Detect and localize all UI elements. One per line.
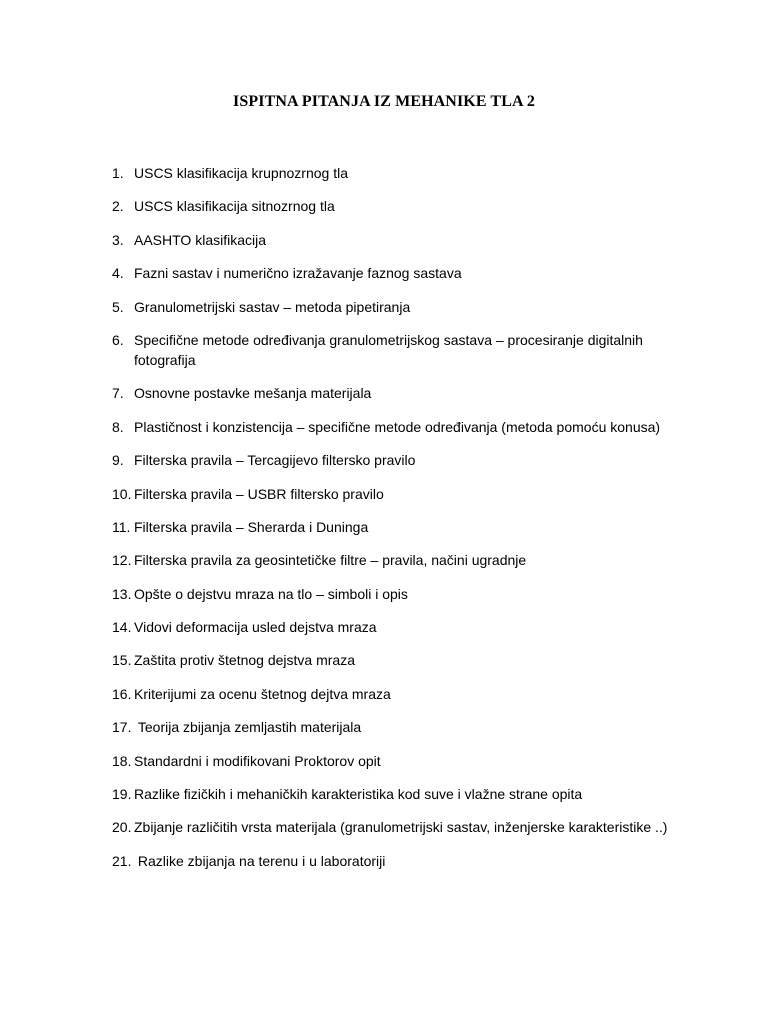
question-text: Fazni sastav i numerično izražavanje faznog sastava: [134, 265, 462, 282]
question-number: 6.: [112, 331, 124, 348]
question-item: [112, 550, 672, 570]
question-number: 20.: [112, 819, 132, 836]
question-number: 5.: [112, 298, 124, 315]
question-text: Filterska pravila – Sherarda i Duninga: [134, 518, 369, 535]
question-number: 17.: [112, 719, 132, 736]
question-item: [112, 650, 672, 670]
question-text: Standardni i modifikovani Proktorov opit: [134, 752, 381, 769]
question-number: 11.: [112, 518, 131, 535]
question-number: 1.: [112, 165, 124, 181]
question-number: 14.: [112, 619, 132, 636]
question-item: [112, 450, 672, 470]
question-number: 12.: [112, 552, 132, 569]
question-number: 9.: [112, 452, 124, 469]
question-item: [112, 784, 672, 804]
question-item: [112, 751, 672, 771]
question-number: 4.: [112, 265, 124, 282]
question-item: [112, 517, 672, 537]
question-text: Razlike fizičkih i mehaničkih karakteristika kod suve i vlažne strane opita: [134, 786, 583, 803]
question-number: 13.: [112, 585, 132, 602]
question-item: [112, 383, 672, 403]
question-number: 16.: [112, 685, 132, 702]
question-text: Plastičnost i konzistencija – specifične metode određivanja (metoda pomoću konusa): [134, 418, 661, 435]
question-text: Filterska pravila za geosintetičke filtre – pravila, načini ugradnje: [134, 552, 527, 569]
question-number: 18.: [112, 752, 132, 769]
question-text: Specifične metode određivanja granulometrijskog sastava – procesiranje digitalnih fotografija: [134, 331, 647, 368]
question-item: [112, 196, 672, 216]
question-item: [112, 817, 672, 837]
question-text: Kriterijumi za ocenu štetnog dejtva mraza: [134, 685, 391, 702]
question-item: [112, 851, 672, 871]
question-item: [112, 330, 672, 370]
question-list: [112, 163, 672, 884]
question-item: [112, 684, 672, 704]
question-number: 21.: [112, 852, 132, 869]
question-text: Zaštita protiv štetnog dejstva mraza: [134, 652, 355, 669]
question-text: Osnovne postavke mešanja materijala: [134, 385, 372, 402]
question-text: Vidovi deformacija usled dejstva mraza: [134, 619, 377, 636]
question-item: [112, 297, 672, 317]
question-item: [112, 617, 672, 637]
question-number: 8.: [112, 418, 124, 435]
question-text: AASHTO klasifikacija: [134, 231, 267, 248]
question-number: 15.: [112, 652, 132, 669]
question-item: [112, 230, 672, 250]
question-text: Opšte o dejstvu mraza na tlo – simboli i opis: [134, 585, 408, 602]
question-number: 2.: [112, 198, 124, 215]
document-title: ISPITNA PITANJA IZ MEHANIKE TLA 2: [233, 93, 535, 110]
question-number: 3.: [112, 231, 124, 248]
question-item: [112, 584, 672, 604]
question-text: Teorija zbijanja zemljastih materijala: [134, 719, 362, 736]
question-item: [112, 163, 672, 183]
question-text: Razlike zbijanja na terenu i u laboratoriji: [134, 852, 386, 869]
question-item: [112, 417, 672, 437]
question-text: Zbijanje različitih vrsta materijala (granulometrijski sastav, inženjerske karakteristike ..): [134, 819, 668, 836]
question-text: Filterska pravila – Tercagijevo filtersko pravilo: [134, 452, 416, 469]
question-text: Granulometrijski sastav – metoda pipetiranja: [134, 298, 411, 315]
question-number: 7.: [112, 385, 124, 402]
question-text: Filterska pravila – USBR filtersko pravilo: [134, 485, 384, 502]
question-text: USCS klasifikacija krupnozrnog tla: [134, 165, 348, 181]
question-item: [112, 263, 672, 283]
question-item: [112, 717, 672, 737]
question-number: 19.: [112, 786, 132, 803]
question-item: [112, 484, 672, 504]
question-text: USCS klasifikacija sitnozrnog tla: [134, 198, 335, 215]
question-number: 10.: [112, 485, 132, 502]
